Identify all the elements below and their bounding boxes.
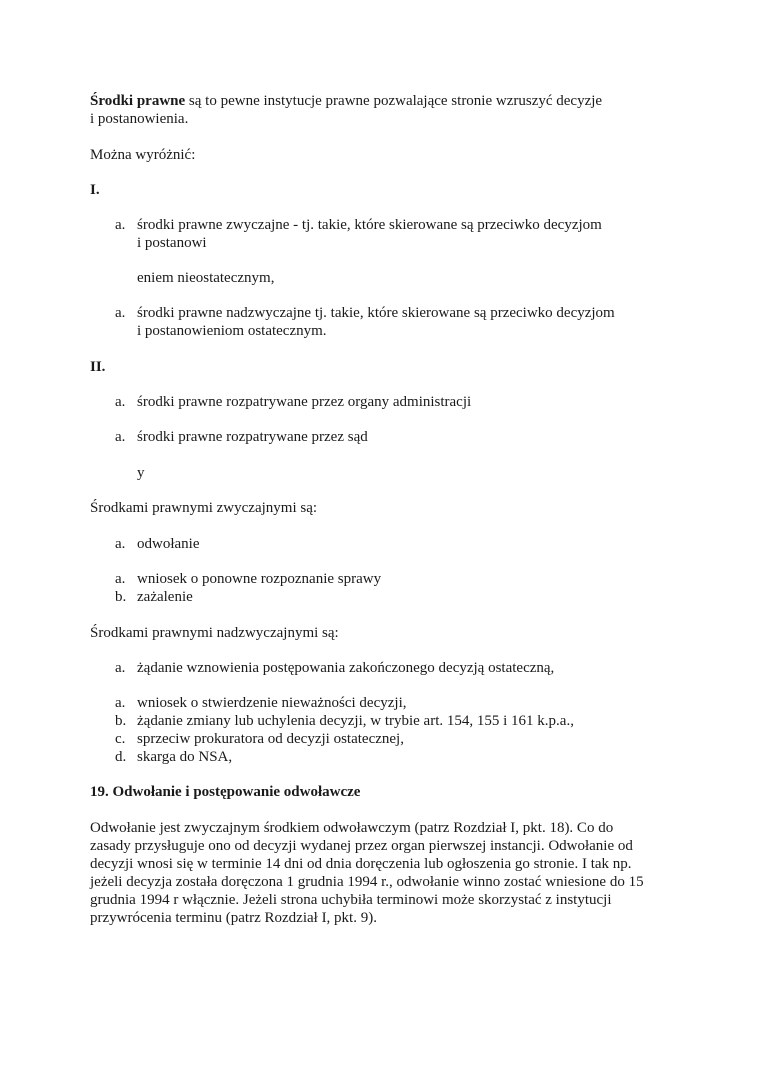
list-marker: a. bbox=[115, 660, 126, 676]
list-item-text: sprzeciw prokuratora od decyzji ostatecznej, bbox=[137, 731, 404, 747]
list-item-text: żądanie zmiany lub uchylenia decyzji, w trybie art. 154, 155 i 161 k.p.a., bbox=[137, 713, 574, 729]
list-marker: b. bbox=[115, 589, 127, 605]
section-i-label: I. bbox=[90, 182, 100, 198]
nadzwyczajne-heading: Środkami prawnymi nadzwyczajnymi są: bbox=[90, 625, 339, 641]
list-marker: d. bbox=[115, 749, 127, 765]
list-marker: b. bbox=[115, 713, 127, 729]
list-item-text: wniosek o stwierdzenie nieważności decyzji, bbox=[137, 695, 407, 711]
list-item-text: zażalenie bbox=[137, 589, 193, 605]
zwyczajne-heading: Środkami prawnymi zwyczajnymi są: bbox=[90, 500, 318, 516]
list-item-text: wniosek o ponowne rozpoznanie sprawy bbox=[137, 571, 382, 587]
paragraph-line: zasady przysługuje ono od decyzji wydanej przez organ pierwszej instancji. Odwołanie od bbox=[90, 838, 633, 854]
list-marker: a. bbox=[115, 429, 126, 445]
list-item-text: żądanie wznowienia postępowania zakończonego decyzją ostateczną, bbox=[137, 660, 555, 676]
paragraph-line: jeżeli decyzja została doręczona 1 grudnia 1994 r., odwołanie winno zostać wniesione do 15 bbox=[90, 874, 644, 890]
intro-line-1 bbox=[90, 92, 602, 110]
list-item-text: środki prawne nadzwyczajne tj. takie, które skierowane są przeciwko decyzjom bbox=[137, 305, 615, 321]
paragraph-line: przywrócenia terminu (patrz Rozdział I, pkt. 9). bbox=[90, 910, 377, 926]
list-item-text-cont: i postanowi bbox=[137, 235, 207, 251]
intro-rest: są to pewne instytucje prawne pozwalające stronie wzruszyć decyzje bbox=[185, 93, 603, 109]
list-marker: a. bbox=[115, 695, 126, 711]
list-item-text: środki prawne rozpatrywane przez organy administracji bbox=[137, 394, 472, 410]
list-item-text: środki prawne rozpatrywane przez sąd bbox=[137, 429, 368, 445]
list-item-text-cont: i postanowieniom ostatecznym. bbox=[137, 323, 327, 339]
paragraph-line: decyzji wnosi się w terminie 14 dni od dnia doręczenia lub ogłoszenia go stronie. I tak np. bbox=[90, 856, 632, 872]
list-marker: a. bbox=[115, 394, 126, 410]
list-item-text: skarga do NSA, bbox=[137, 749, 233, 765]
list-item-text: odwołanie bbox=[137, 536, 200, 552]
intro-term: Środki prawne bbox=[90, 93, 186, 109]
paragraph-line: grudnia 1994 r włącznie. Jeżeli strona uchybiła terminowi może skorzystać z instytucji bbox=[90, 892, 612, 908]
list-item-text: środki prawne zwyczajne - tj. takie, które skierowane są przeciwko decyzjom bbox=[137, 217, 602, 233]
section-ii-label: II. bbox=[90, 359, 106, 375]
list-marker: a. bbox=[115, 536, 126, 552]
fragment-text: y bbox=[137, 465, 145, 481]
list-marker: a. bbox=[115, 571, 126, 587]
list-marker: a. bbox=[115, 305, 126, 321]
list-marker: a. bbox=[115, 217, 126, 233]
intro-line-2: i postanowienia. bbox=[90, 111, 189, 127]
list-marker: c. bbox=[115, 731, 126, 747]
mozna-text: Można wyróżnić: bbox=[90, 147, 196, 163]
paragraph-line: Odwołanie jest zwyczajnym środkiem odwoławczym (patrz Rozdział I, pkt. 18). Co do bbox=[90, 820, 614, 836]
fragment-text: eniem nieostatecznym, bbox=[137, 270, 275, 286]
section-19-heading: 19. Odwołanie i postępowanie odwoławcze bbox=[90, 784, 361, 800]
